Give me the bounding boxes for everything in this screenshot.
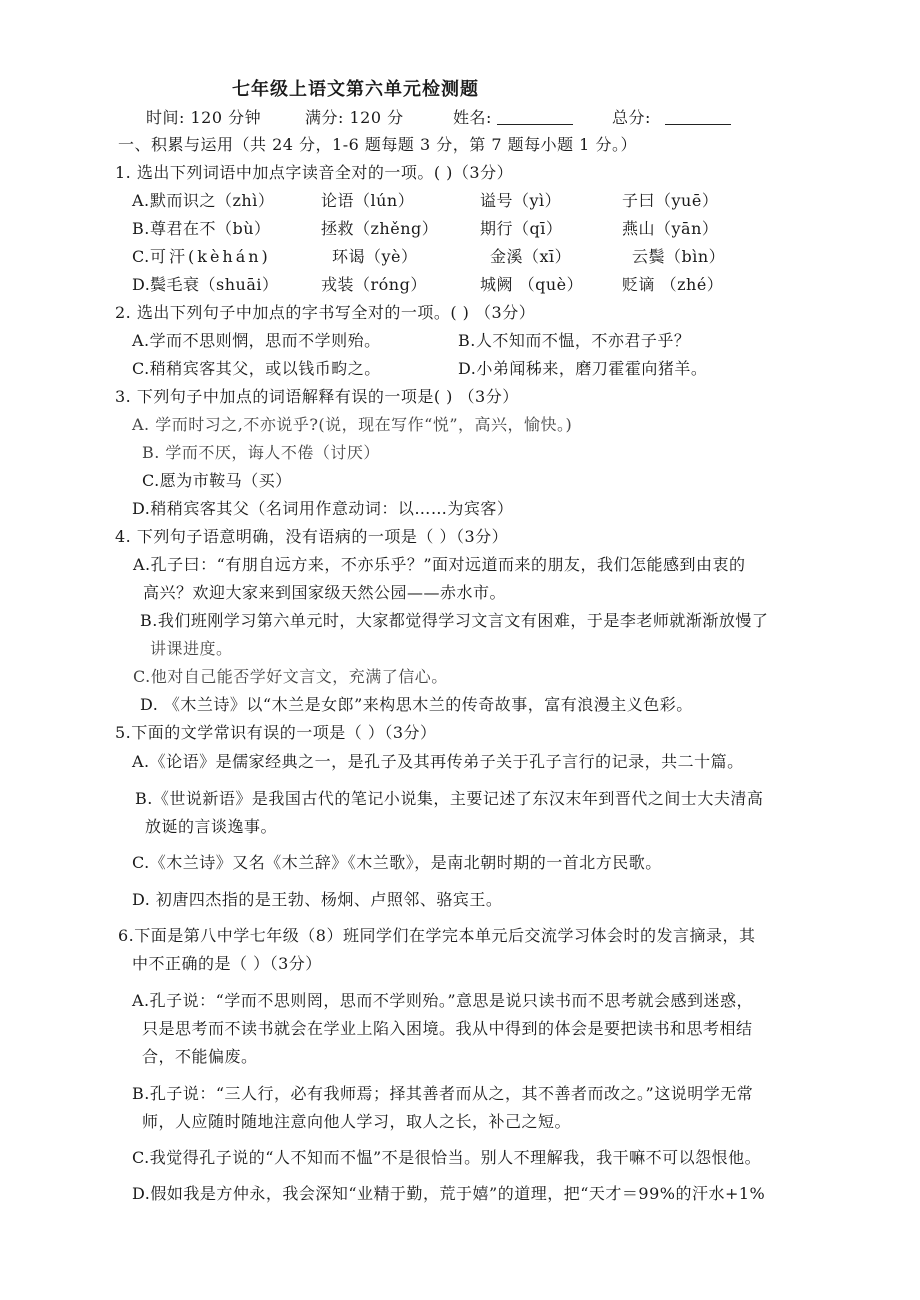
question-6-option-a-line1: A.孔子说：“学而不思则罔，思而不学则殆。”意思是说只读书而不思考就会感到迷惑， <box>132 991 754 1010</box>
question-6-stem-line2: 中不正确的是（ ）（3分） <box>132 954 322 973</box>
question-5-stem: 5.下面的文学常识有误的一项是（ ）（3分） <box>115 723 437 742</box>
question-3-option-c: C.愿为市鞍马（买） <box>142 471 292 490</box>
question-4-option-b-line1: B.我们班刚学习第六单元时，大家都觉得学习文言文有困难，于是李老师就渐渐放慢了 <box>140 611 769 630</box>
question-6-option-a-line3: 合，不能偏废。 <box>142 1047 258 1066</box>
question-5-option-a: A.《论语》是儒家经典之一，是孔子及其再传弟子关于孔子言行的记录，共二十篇。 <box>132 752 744 771</box>
question-2-option-b: B.人不知而不愠，不亦君子乎？ <box>458 331 691 350</box>
question-2-option-d: D.小弟闻秭来，磨刀霍霍向猪羊。 <box>458 359 708 378</box>
exam-full-score: 满分: 120 分 <box>305 108 404 127</box>
question-6-option-a-line2: 只是思考而不读书就会在学业上陷入困境。我从中得到的体会是要把读书和思考相结 <box>142 1019 753 1038</box>
question-6-option-d: D.假如我是方仲永，我会深知“业精于勤，荒于嬉”的道理，把“天才＝99%的汗水+1% <box>132 1184 766 1203</box>
question-6-option-b-line1: B.孔子说：“三人行，必有我师焉；择其善者而从之，其不善者而改之。”这说明学无常 <box>132 1084 754 1103</box>
question-4-option-a-line2: 高兴？欢迎大家来到国家级天然公园——赤水市。 <box>143 583 507 602</box>
question-4-option-b-line2: 讲课进度。 <box>150 639 233 658</box>
name-label: 姓名: <box>453 108 492 127</box>
question-6-option-b-line2: 师，人应随时随地注意向他人学习，取人之长，补己之短。 <box>142 1112 572 1131</box>
question-3-stem: 3. 下列句子中加点的词语解释有误的一项是( ) （3分） <box>115 387 519 406</box>
page-title: 七年级上语文第六单元检测题 <box>232 79 479 100</box>
question-4-option-a-line1: A.孔子曰：“有朋自远方来，不亦乐乎？”面对远道而来的朋友，我们怎能感到由衷的 <box>133 555 746 574</box>
question-3-option-b: B. 学而不厌，诲人不倦（讨厌） <box>142 443 380 462</box>
question-2-option-c: C.稍稍宾客其父，或以钱币畇之。 <box>132 359 381 378</box>
question-5-option-b-line1: B.《世说新语》是我国古代的笔记小说集，主要记述了东汉末年到晋代之间士大夫清高 <box>135 789 764 808</box>
question-6-option-c: C.我觉得孔子说的“人不知而不愠”不是很恰当。别人不理解我，我干嘛不可以怨恨他。 <box>132 1148 762 1167</box>
total-score-label: 总分: <box>612 108 651 127</box>
question-3-option-d: D.稍稍宾客其父（名词用作意动词：以……为宾客） <box>132 499 514 518</box>
name-field[interactable] <box>497 110 573 125</box>
question-6-stem-line1: 6.下面是第八中学七年级（8）班同学们在学完本单元后交流学习体会时的发言摘录，其 <box>118 926 756 945</box>
section-heading: 一、积累与运用（共 24 分，1-6 题每题 3 分，第 7 题每小题 1 分。） <box>118 135 637 154</box>
question-4-option-c: C.他对自己能否学好文言文，充满了信心。 <box>133 667 448 686</box>
exam-time: 时间: 120 分钟 <box>146 108 262 127</box>
question-4-option-d: D. 《木兰诗》以“木兰是女郎”来构思木兰的传奇故事，富有浪漫主义色彩。 <box>140 695 693 714</box>
question-5-option-b-line2: 放诞的言谈逸事。 <box>145 817 278 836</box>
question-4-stem: 4. 下列句子语意明确，没有语病的一项是（ ）（3分） <box>115 527 509 546</box>
question-5-option-c: C.《木兰诗》又名《木兰辞》《木兰歌》，是南北朝时期的一首北方民歌。 <box>132 853 662 872</box>
total-score-field[interactable] <box>665 110 731 125</box>
question-1-stem: 1. 选出下列词语中加点字读音全对的一项。( )（3分） <box>115 163 514 182</box>
question-3-option-a: A. 学而时习之,不亦说乎?(说，现在写作“悦”，高兴，愉快。) <box>132 415 573 434</box>
question-2-stem: 2. 选出下列句子中加点的字书写全对的一项。( ) （3分） <box>115 303 536 322</box>
question-2-option-a: A.学而不思则惘，思而不学则殆。 <box>132 331 381 350</box>
exam-page: 七年级上语文第六单元检测题 时间: 120 分钟 满分: 120 分 姓名: 总分: 一、积累与运用（共 24 分，1-6 题每题 3 分，第 7 题每小题 1 分。） 1. 选出下列词语中加点字读音全对的一项。( )（3分） A. 默而识之（zhì） 论语（lún） 谥号（yì） 子曰（yuē） B. 尊君在不（bù） 拯救（zhěng） 期行（qī） 燕山（yān） C. 可汗(kèhán) 环谒（yè） 金溪（xī） 云鬓（bìn） D. 鬓毛衰（shuāi） 戎装（róng） 城阙 （què） 贬谪 （zhé） 2. 选出下列句子中加点的字书写全对的一项。( ) （3分） A.学而不思则惘，思而不学则殆。 B.人不知而不愠，不亦君子乎？ C.稍稍宾客其父，或以钱币畇之。 D.小弟闻秭来，磨刀霍霍向猪羊。 3. 下列句子中加点的词语解释有误的一项是( ) （3分） A. 学而时习之,不亦说乎?(说，现在写作“悦”，高兴，愉快。) B. 学而不厌，诲人不倦（讨厌） C.愿为市鞍马（买） D.稍稍宾客其父（名词用作意动词：以……为宾客） 4. 下列句子语意明确，没有语病的一项是（ ）（3分） A.孔子曰：“有朋自远方来，不亦乐乎？”面对远道而来的朋友，我们怎能感到由衷的 高兴？欢迎大家来到国家级天然公园——赤水市。 B.我们班刚学习第六单元时，大家都觉得学习文言文有困难，于是李老师就渐渐放慢了 讲课进度。 C.他对自己能否学好文言文，充满了信心。 D. 《木兰诗》以“木兰是女郎”来构思木兰的传奇故事，富有浪漫主义色彩。 5.下面的文学常识有误的一项是（ ）（3分） A.《论语》是儒家经典之一，是孔子及其再传弟子关于孔子言行的记录，共二十篇。 B.《世说新语》是我国古代的笔记小说集，主要记述了东汉末年到晋代之间士大夫清高 放诞的言谈逸事。 C.《木兰诗》又名《木兰辞》《木兰歌》，是南北朝时期的一首北方民歌。 D. 初唐四杰指的是王勃、杨炯、卢照邻、骆宾王。 6.下面是第八中学七年级（8）班同学们在学完本单元后交流学习体会时的发言摘录，其 中不正确的是（ ）（3分） A.孔子说：“学而不思则罔，思而不学则殆。”意思是说只读书而不思考就会感到迷惑， 只是思考而不读书就会在学业上陷入困境。我从中得到的体会是要把读书和思考相结 合，不能偏废。 B.孔子说：“三人行，必有我师焉；择其善者而从之，其不善者而改之。”这说明学无常 师，人应随时随地注意向他人学习，取人之长，补己之短。 C.我觉得孔子说的“人不知而不愠”不是很恰当。别人不理解我，我干嘛不可以怨恨他。 D.假如我是方仲永，我会深知“业精于勤，荒于嬉”的道理，把“天才＝99%的汗水+1% <box>115 79 769 1203</box>
question-5-option-d: D. 初唐四杰指的是王勃、杨炯、卢照邻、骆宾王。 <box>132 890 503 909</box>
